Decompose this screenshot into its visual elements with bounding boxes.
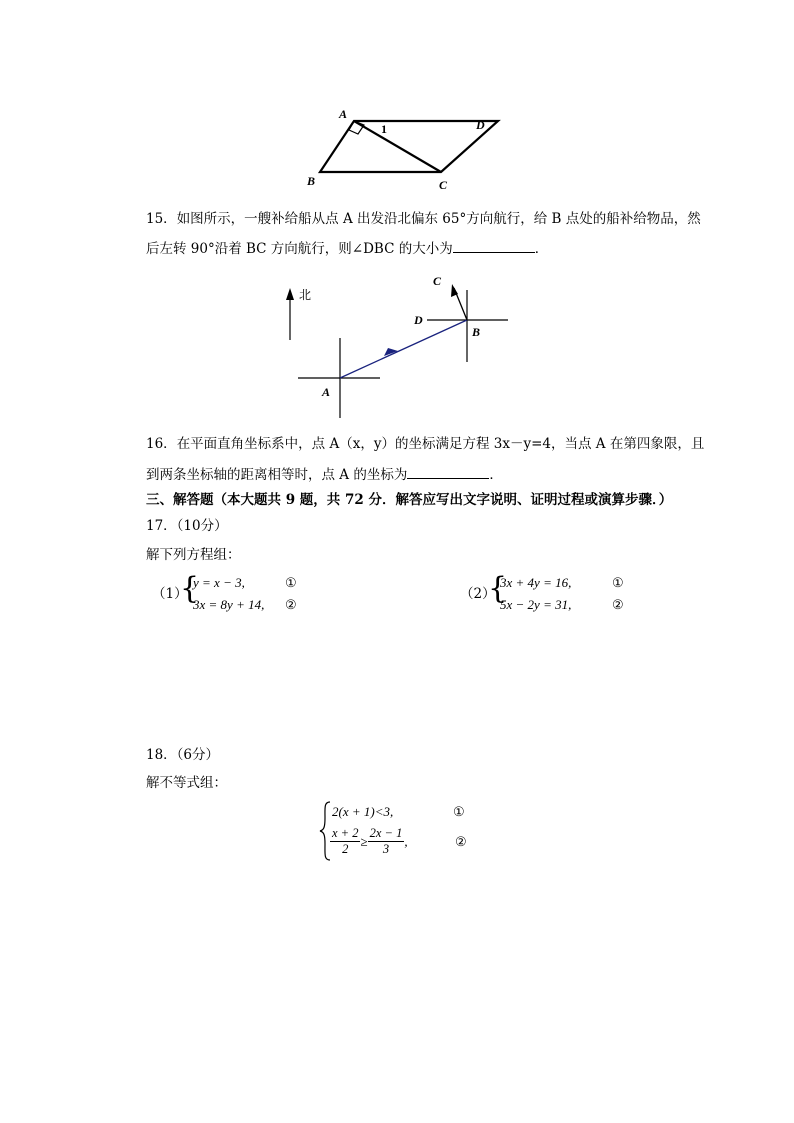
diagonal-ac (354, 121, 441, 172)
section-3-heading: 三、解答题（本大题共 9 题，共 72 分．解答应写出文字说明、证明过程或演算步骤．） (146, 492, 673, 508)
angle-label: 1 (381, 122, 387, 136)
q15-line2 (146, 238, 548, 258)
q15-answer-blank[interactable] (453, 238, 535, 253)
q17-heading: 17．（10分） (146, 518, 228, 534)
q17-part1-label: （1） (152, 586, 188, 602)
q17-part1-eq2: 3x = 8y + 14, (193, 597, 265, 612)
q17-part2-eq2: 5x − 2y = 31, (500, 597, 572, 612)
q17-part1-brace: { (180, 571, 200, 606)
label-c: C (433, 274, 442, 288)
q18-heading: 18．（6分） (146, 747, 220, 763)
label-c: C (439, 178, 448, 192)
label-d: D (414, 313, 423, 327)
q17-part2-eq1: 3x + 4y = 16, (500, 575, 572, 590)
q18-frac1 (330, 826, 360, 857)
q18-frac1-num: x + 2 (332, 826, 359, 840)
q16-answer-blank[interactable] (407, 464, 489, 479)
q17-part1-eq1: y = x − 3, (193, 575, 245, 590)
q16-line1 (146, 435, 704, 453)
q17-part2-mark2: ② (612, 597, 624, 612)
q18-eq1: 2(x + 1)<3, (332, 804, 394, 819)
q15-text-2: 后左转 90°沿着 BC 方向航行，则∠DBC 的大小为 (146, 241, 453, 257)
q18-frac2 (368, 826, 408, 857)
q17-part1-mark1: ① (285, 575, 297, 590)
q18-ge: ≥ (360, 834, 368, 849)
q18-eq2-tail: , (404, 834, 408, 849)
q17-part2-mark1: ① (612, 575, 624, 590)
q17-part1-mark2: ② (285, 597, 297, 612)
q16-number: 16． (146, 436, 177, 452)
label-a: A (322, 385, 331, 399)
north-arrow-head (286, 288, 294, 300)
q18-mark2: ② (455, 834, 467, 849)
navigation-figure (280, 270, 520, 420)
q17-prompt: 解下列方程组： (146, 547, 241, 563)
q16-text-2: 到两条坐标轴的距离相等时，点 A 的坐标为 (146, 467, 408, 483)
q15-end: ． (534, 241, 549, 257)
q16-line2 (146, 464, 503, 484)
label-a: A (339, 107, 348, 121)
label-b: B (472, 325, 481, 339)
q15-line1 (146, 210, 701, 228)
q18-frac1-den: 2 (342, 842, 349, 856)
q18-prompt: 解不等式组： (146, 775, 227, 791)
label-d: D (476, 118, 485, 132)
q17-part2-label: （2） (460, 586, 496, 602)
q18-frac2-den: 3 (382, 842, 390, 856)
parallelogram-figure (300, 105, 510, 195)
north-label: 北 (299, 288, 312, 302)
path-ab (340, 320, 467, 378)
parallelogram-abcd (320, 121, 498, 172)
q15-text-1: 如图所示，一艘补给船从点 A 出发沿北偏东 65°方向航行，给 B 点处的船补给物品，然 (176, 211, 701, 227)
q17-part2-brace: { (488, 571, 508, 606)
q15-number: 15． (146, 211, 177, 227)
q18-frac2-num: 2x − 1 (369, 826, 403, 840)
q16-end: ． (489, 467, 503, 483)
label-b: B (307, 174, 316, 188)
q18-eq2 (330, 826, 408, 857)
q16-text-1: 在平面直角坐标系中，点 A（x，y）的坐标满足方程 3x－y=4，当点 A 在第四象限，且 (176, 436, 705, 452)
q18-mark1: ① (453, 804, 465, 819)
